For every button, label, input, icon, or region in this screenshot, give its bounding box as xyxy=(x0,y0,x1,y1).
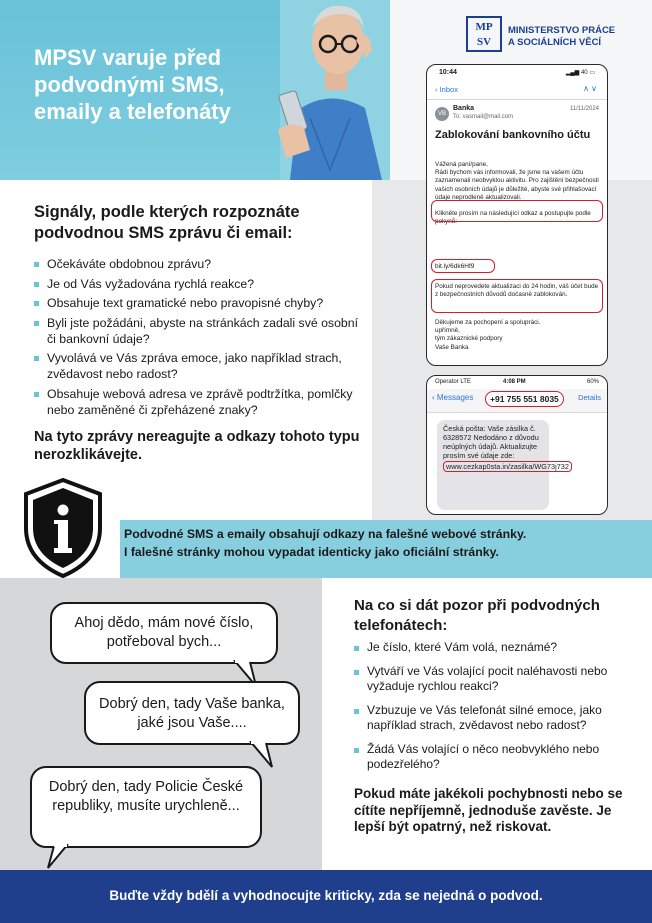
call-advice: Pokud máte jakékoli pochybnosti nebo se cítíte nepříjemně, jednoduše zavěste. Je lepší být opatrný, než riskovat. xyxy=(354,786,623,834)
ministry-line-1: MINISTERSTVO PRÁCE xyxy=(508,25,616,36)
speech-bubble-police: Dobrý den, tady Policie České republiky, musíte urychleně... xyxy=(30,766,262,848)
email-closing-1: Děkujeme za pochopení a spolupráci. xyxy=(435,319,541,326)
list-item: Byli jste požádáni, abyste na stránkách zadali své osobní či bankovní údaje? xyxy=(34,315,364,347)
list-item: Vytváří ve Vás volající pocit naléhavosti nebo vyžaduje rychlou reakci? xyxy=(354,664,634,695)
mpsv-logo xyxy=(466,16,502,52)
headline: MPSV varuje před podvodnými SMS, emaily a telefonáty xyxy=(34,45,231,124)
sms-sender-number: +91 755 551 8035 xyxy=(485,391,564,407)
speech-bubble-grandpa: Ahoj dědo, mám nové číslo, potřeboval bych... xyxy=(50,602,278,664)
email-closing-2: upřímně, xyxy=(435,327,460,335)
email-recipient: To: vasmail@mail.com xyxy=(453,114,514,120)
speech-bubble-bank: Dobrý den, tady Vaše banka, jaké jsou Vaše.... xyxy=(84,681,300,745)
divider xyxy=(427,99,607,100)
list-item: Žádá Vás volající o něco neobvyklého nebo podezřelého? xyxy=(354,742,634,773)
email-phone-time: 10:44 xyxy=(439,69,457,76)
bubble-tail xyxy=(44,844,74,872)
highlight-ring xyxy=(431,200,603,222)
avatar: VB xyxy=(435,107,449,121)
email-sender: Banka xyxy=(453,105,475,112)
sms-section-title: Signály, podle kterých rozpoznáte podvodnou SMS zprávu či email: xyxy=(34,203,300,242)
email-phone-signal: 40 xyxy=(580,70,588,76)
list-item: Obsahuje text gramatické nebo pravopisné chyby? xyxy=(34,295,364,311)
sms-phone-mockup xyxy=(426,375,608,515)
signal-icon: ▂▄▆ 40 ▭ xyxy=(565,70,595,76)
logo-bottom-text: SV xyxy=(476,36,492,48)
logo-top-text: MP xyxy=(475,21,493,33)
email-body-3: Pokud neprovedete aktualizaci do 24 hodin, váš účet bude z bezpečnostních důvodů dočasně zablokován. xyxy=(435,283,599,299)
email-phone-mockup xyxy=(426,64,608,366)
call-section-title: Na co si dát pozor při podvodných telefonátech: xyxy=(354,597,600,634)
details-link[interactable]: Details xyxy=(578,393,601,402)
call-signal-list xyxy=(354,640,634,781)
list-item: Je číslo, které Vám volá, neznámé? xyxy=(354,640,634,656)
list-item: Je od Vás vyžadována rychlá reakce? xyxy=(34,276,364,292)
highlight-ring xyxy=(431,279,603,313)
list-item: Vyvolává ve Vás zpráva emoce, jako například strach, zvědavost nebo radost? xyxy=(34,350,364,382)
sms-message-bubble xyxy=(437,420,569,510)
sms-message-text: Česká pošta: Vaše zásilka č. 6328572 Nedodáno z důvodu neúplných údajů. Aktualizujte prosím své údaje zde: xyxy=(443,424,539,460)
man-with-phone-illustration xyxy=(270,0,390,180)
info-line-2: I falešné stránky mohou vypadat identicky jako oficiální stránky. xyxy=(124,545,499,559)
ministry-name xyxy=(508,25,648,49)
email-greeting: Vážená paní/pane, xyxy=(435,161,488,168)
email-date: 11/11/2024 xyxy=(569,106,599,112)
message-nav-arrows-icon[interactable]: ∧ ∨ xyxy=(583,84,597,93)
sms-phishing-link[interactable]: www.cezkap0sta.in/zasilka/WG73j732 xyxy=(443,461,572,472)
email-body-2: Klikněte prosím na následující odkaz a postupujte podle pokynů: xyxy=(435,210,591,226)
list-item: Očekáváte obdobnou zprávu? xyxy=(34,256,364,272)
sms-phone-time: 4:08 PM xyxy=(503,379,526,385)
sms-signal-list xyxy=(34,256,364,421)
info-text xyxy=(124,525,644,561)
email-closing-3: tým zákaznické podpory xyxy=(435,335,503,343)
messages-back-link[interactable]: ‹ Messages xyxy=(432,393,474,402)
email-phishing-link[interactable]: bit.ly/6dk6Hf9 xyxy=(435,263,475,270)
list-item: Vzbuzuje ve Vás telefonát silné emoce, jako například strach, zvědavost nebo radost? xyxy=(354,703,634,734)
sms-phone-battery: 60% xyxy=(586,379,599,385)
email-closing xyxy=(435,319,603,352)
inbox-label: Inbox xyxy=(439,85,458,94)
email-subject: Zablokování bankovního účtu xyxy=(435,129,591,141)
messages-label: Messages xyxy=(436,393,474,402)
list-item: Obsahuje webová adresa ve zprávě podtržítka, pomlčky nebo zaměněné či zpřeházené znaky? xyxy=(34,386,364,418)
shield-info-icon xyxy=(20,476,106,580)
email-closing-4: Vaše Banka xyxy=(435,343,469,351)
inbox-back-link[interactable]: ‹ Inbox xyxy=(435,85,458,94)
footer-text: Buďte vždy bdělí a vyhodnocujte kriticky, zda se nejedná o podvod. xyxy=(109,888,543,903)
ministry-line-2: A SOCIÁLNÍCH VĚCÍ xyxy=(508,37,602,48)
sms-phone-operator: Operator LTE xyxy=(435,379,471,385)
email-body-1: Rádi bychom vás informovali, že jsme na vašem účtu zaznamenali neobvyklou aktivitu. Pro zajištění bezpečnosti vašich osobních údajů je důležité, abyste své přihlašovací údaje neprodleně aktualizovali. xyxy=(435,169,599,201)
info-line-1: Podvodné SMS a emaily obsahují odkazy na falešné webové stránky. xyxy=(124,527,527,541)
sms-warning: Na tyto zprávy nereagujte a odkazy tohoto typu nerozklikávejte. xyxy=(34,429,360,463)
